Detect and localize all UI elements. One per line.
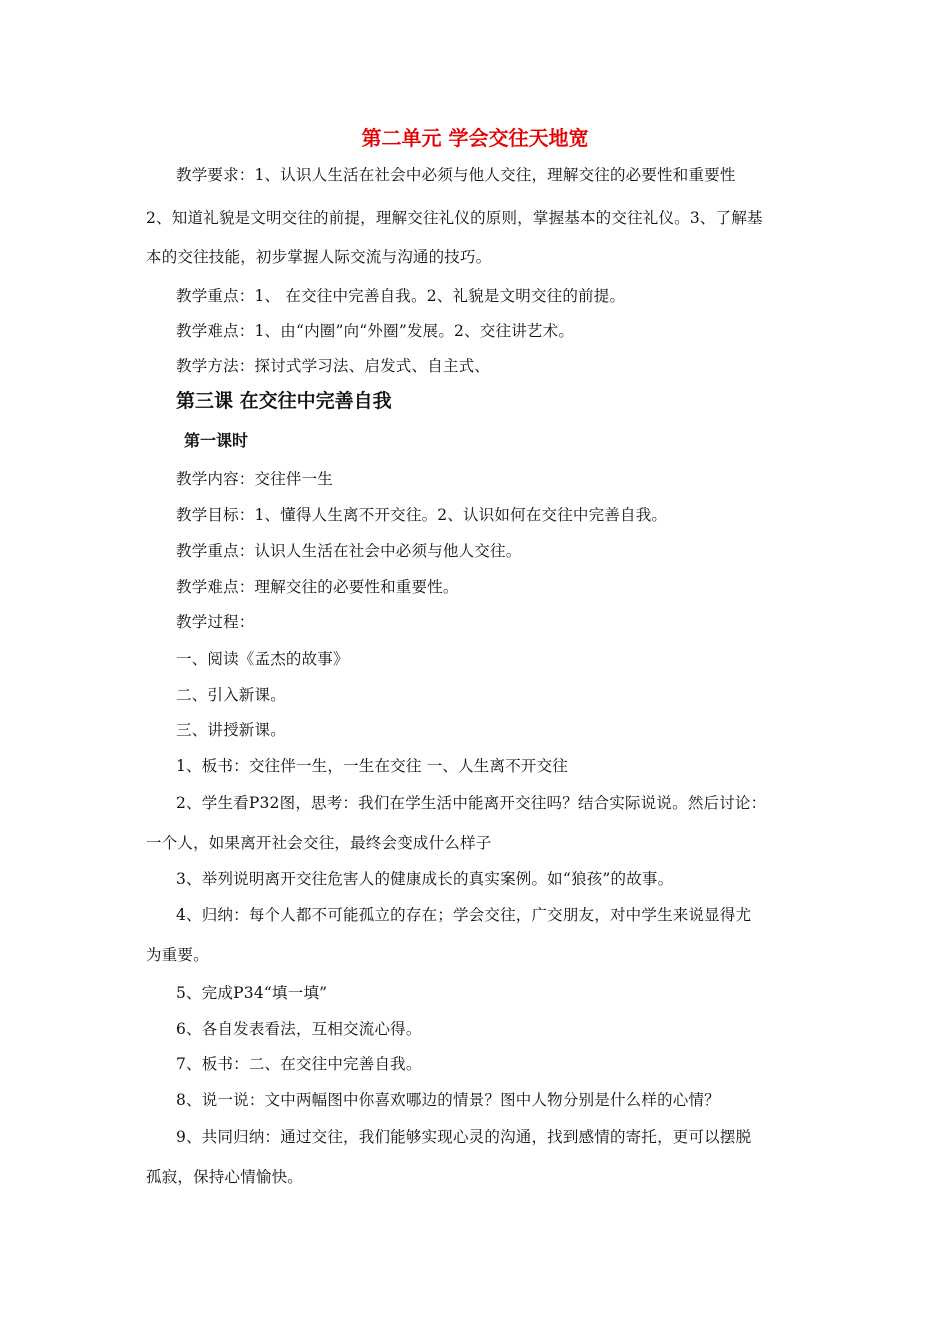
- teaching-method: 教学方法：探讨式学习法、启发式、自主式、: [176, 357, 491, 375]
- step-line: 二、引入新课。: [176, 686, 286, 704]
- requirements-line-3: 本的交往技能，初步掌握人际交流与沟通的技巧。: [146, 248, 492, 266]
- step-line: 1、板书：交往伴一生，一生在交往 一、人生离不开交往: [176, 757, 568, 775]
- step-line: 8、说一说：文中两幅图中你喜欢哪边的情景？图中人物分别是什么样的心情？: [176, 1091, 720, 1109]
- unit-title: 第二单元 学会交往天地宽: [361, 126, 589, 150]
- step-line: 9、共同归纳：通过交往，我们能够实现心灵的沟通，找到感情的寄托，更可以摆脱: [176, 1128, 752, 1146]
- step-line: 一、阅读《孟杰的故事》: [176, 650, 349, 668]
- period-title: 第一课时: [184, 431, 249, 450]
- step-line: 为重要。: [146, 946, 209, 964]
- step-line: 4、归纳：每个人都不可能孤立的存在；学会交往，广交朋友，对中学生来说显得尤: [176, 906, 752, 924]
- step-line: 2、学生看P32图，思考：我们在学生活中能离开交往吗？结合实际说说。然后讨论：: [176, 794, 767, 812]
- teaching-content: 教学内容：交往伴一生: [176, 470, 334, 488]
- requirements-line-2: 2、知道礼貌是文明交往的前提，理解交往礼仪的原则，掌握基本的交往礼仪。3、了解基: [146, 209, 763, 227]
- requirements-line-1: 教学要求：1、认识人生活在社会中必须与他人交往，理解交往的必要性和重要性: [176, 166, 736, 184]
- step-line: 孤寂，保持心情愉快。: [146, 1168, 304, 1186]
- teaching-focus: 教学重点：1、 在交往中完善自我。2、礼貌是文明交往的前提。: [176, 287, 626, 305]
- step-line: 6、各自发表看法，互相交流心得。: [176, 1020, 422, 1038]
- step-line: 3、举列说明离开交往危害人的健康成长的真实案例。如“狼孩”的故事。: [176, 870, 674, 888]
- teaching-process: 教学过程：: [176, 613, 255, 631]
- lesson-title: 第三课 在交往中完善自我: [176, 390, 392, 412]
- teaching-difficulty-2: 教学难点：理解交往的必要性和重要性。: [176, 578, 459, 596]
- step-line: 三、讲授新课。: [176, 721, 286, 739]
- teaching-goal: 教学目标：1、懂得人生离不开交往。2、认识如何在交往中完善自我。: [176, 506, 668, 524]
- step-line: 7、板书：二、在交往中完善自我。: [176, 1055, 422, 1073]
- teaching-difficulty: 教学难点：1、由“内圈”向“外圈”发展。2、交往讲艺术。: [176, 322, 575, 340]
- step-line: 一个人，如果离开社会交往，最终会变成什么样子: [146, 834, 492, 852]
- teaching-focus-2: 教学重点：认识人生活在社会中必须与他人交往。: [176, 542, 522, 560]
- step-line: 5、完成P34“填一填”: [176, 984, 328, 1002]
